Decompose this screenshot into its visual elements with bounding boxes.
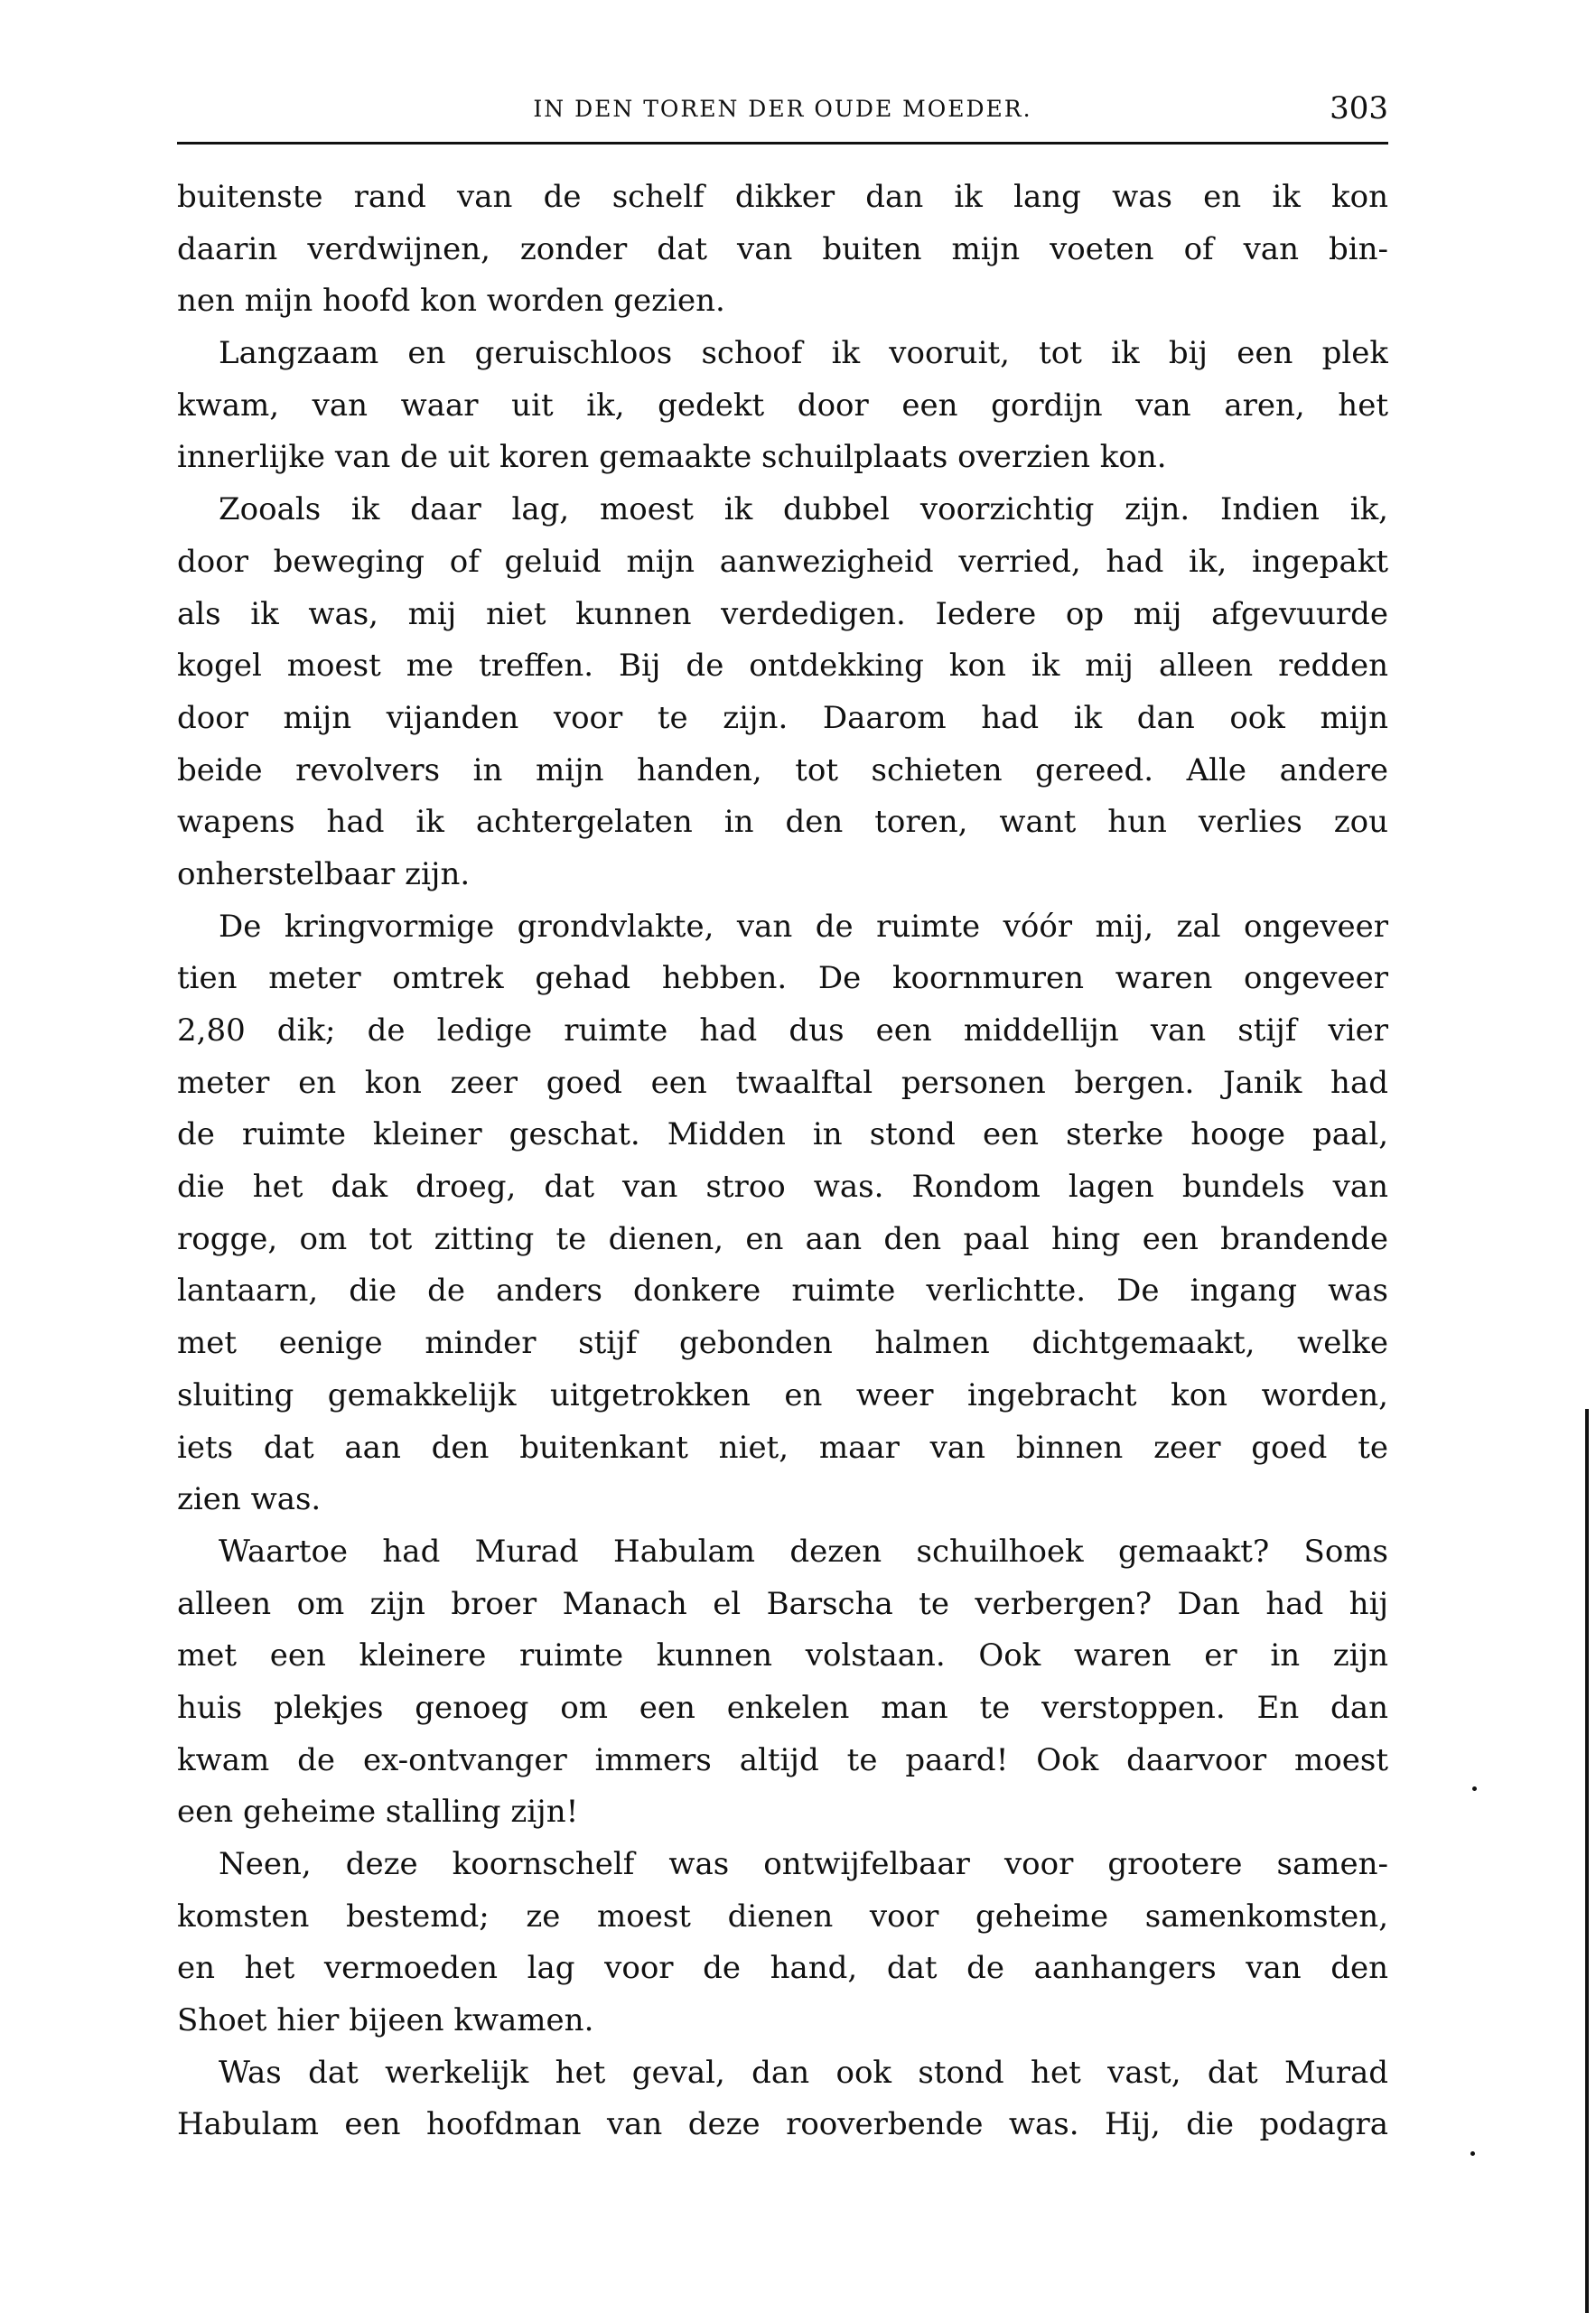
text-line: daarin verdwijnen, zonder dat van buiten mijn voeten of van bin- (177, 230, 1388, 267)
text-line: Neen, deze koornschelf was ontwijfelbaar voor grootere samen- (219, 1846, 1388, 1882)
paragraph (177, 2047, 1388, 2151)
page-number: 303 (1330, 90, 1388, 126)
text-line: Zooals ik daar lag, moest ik dubbel voorzichtig zijn. Indien ik, (219, 491, 1388, 528)
text-line: beide revolvers in mijn handen, tot schieten gereed. Alle andere (177, 751, 1388, 788)
text-line: door beweging of geluid mijn aanwezigheid verried, had ik, ingepakt (177, 543, 1388, 580)
text-line: sluiting gemakkelijk uitgetrokken en weer ingebracht kon worden, (177, 1376, 1388, 1413)
text-line: meter en kon zeer goed een twaalftal personen bergen. Janik had (177, 1064, 1388, 1101)
text-line: als ik was, mij niet kunnen verdedigen. Iedere op mij afgevuurde (177, 595, 1388, 632)
text-line: lantaarn, die de anders donkere ruimte verlichtte. De ingang was (177, 1273, 1388, 1310)
paragraph (177, 1839, 1388, 2047)
running-title: IN DEN TOREN DER OUDE MOEDER. (533, 96, 1032, 122)
text-line: Was dat werkelijk het geval, dan ook stond het vast, dat Murad (219, 2054, 1388, 2091)
header-rule (177, 142, 1388, 145)
text-line: en het vermoeden lag voor de hand, dat de aanhangers van den (177, 1950, 1388, 1987)
text-line: buitenste rand van de schelf dikker dan ik lang was en ik kon (177, 179, 1388, 215)
body-text (177, 172, 1388, 2151)
text-line: Shoet hier bijeen kwamen. (177, 2002, 594, 2039)
paragraph (177, 484, 1388, 901)
text-line: zien was. (177, 1481, 322, 1518)
text-line: De kringvormige grondvlakte, van de ruimte vóór mij, zal ongeveer (219, 908, 1388, 945)
text-line: met een kleinere ruimte kunnen volstaan. Ook waren er in zijn (177, 1637, 1388, 1674)
paragraph (177, 1526, 1388, 1839)
text-line: onherstelbaar zijn. (177, 855, 471, 892)
text-line: met eenige minder stijf gebonden halmen dichtgemaakt, welke (177, 1325, 1388, 1362)
text-line: Langzaam en geruischloos schoof ik vooruit, tot ik bij een plek (219, 335, 1388, 372)
text-line: kwam, van waar uit ik, gedekt door een gordijn van aren, het (177, 387, 1388, 424)
text-line: tien meter omtrek gehad hebben. De koornmuren waren ongeveer (177, 960, 1388, 997)
text-line: kogel moest me treffen. Bij de ontdekking kon ik mij alleen redden (177, 648, 1388, 685)
text-line: een geheime stalling zijn! (177, 1794, 579, 1831)
paragraph (177, 328, 1388, 484)
text-line: alleen om zijn broer Manach el Barscha te verbergen? Dan had hij (177, 1585, 1388, 1622)
ink-speck (1470, 2151, 1475, 2156)
text-line: iets dat aan den buitenkant niet, maar van binnen zeer goed te (177, 1429, 1388, 1466)
paragraph (177, 172, 1388, 328)
ink-speck (1472, 1786, 1477, 1791)
text-line: door mijn vijanden voor te zijn. Daarom had ik dan ook mijn (177, 699, 1388, 736)
text-line: innerlijke van de uit koren gemaakte schuilplaats overzien kon. (177, 439, 1167, 476)
text-line: die het dak droeg, dat van stroo was. Rondom lagen bundels van (177, 1169, 1388, 1206)
page-edge-shadow (1585, 1409, 1589, 2313)
text-line: nen mijn hoofd kon worden gezien. (177, 283, 725, 320)
paragraph (177, 901, 1388, 1526)
text-line: de ruimte kleiner geschat. Midden in stond een sterke hooge paal, (177, 1116, 1388, 1153)
text-line: 2,80 dik; de ledige ruimte had dus een middellijn van stijf vier (177, 1012, 1388, 1049)
text-line: komsten bestemd; ze moest dienen voor geheime samenkomsten, (177, 1898, 1388, 1935)
text-line: wapens had ik achtergelaten in den toren, want hun verlies zou (177, 804, 1388, 841)
text-line: rogge, om tot zitting te dienen, en aan den paal hing een brandende (177, 1220, 1388, 1257)
text-line: kwam de ex-ontvanger immers altijd te paard! Ook daarvoor moest (177, 1741, 1388, 1778)
text-line: huis plekjes genoeg om een enkelen man te verstoppen. En dan (177, 1689, 1388, 1726)
running-header (177, 90, 1388, 130)
text-line: Habulam een hoofdman van deze rooverbende was. Hij, die podagra (177, 2106, 1388, 2143)
text-line: Waartoe had Murad Habulam dezen schuilhoek gemaakt? Soms (219, 1533, 1388, 1570)
